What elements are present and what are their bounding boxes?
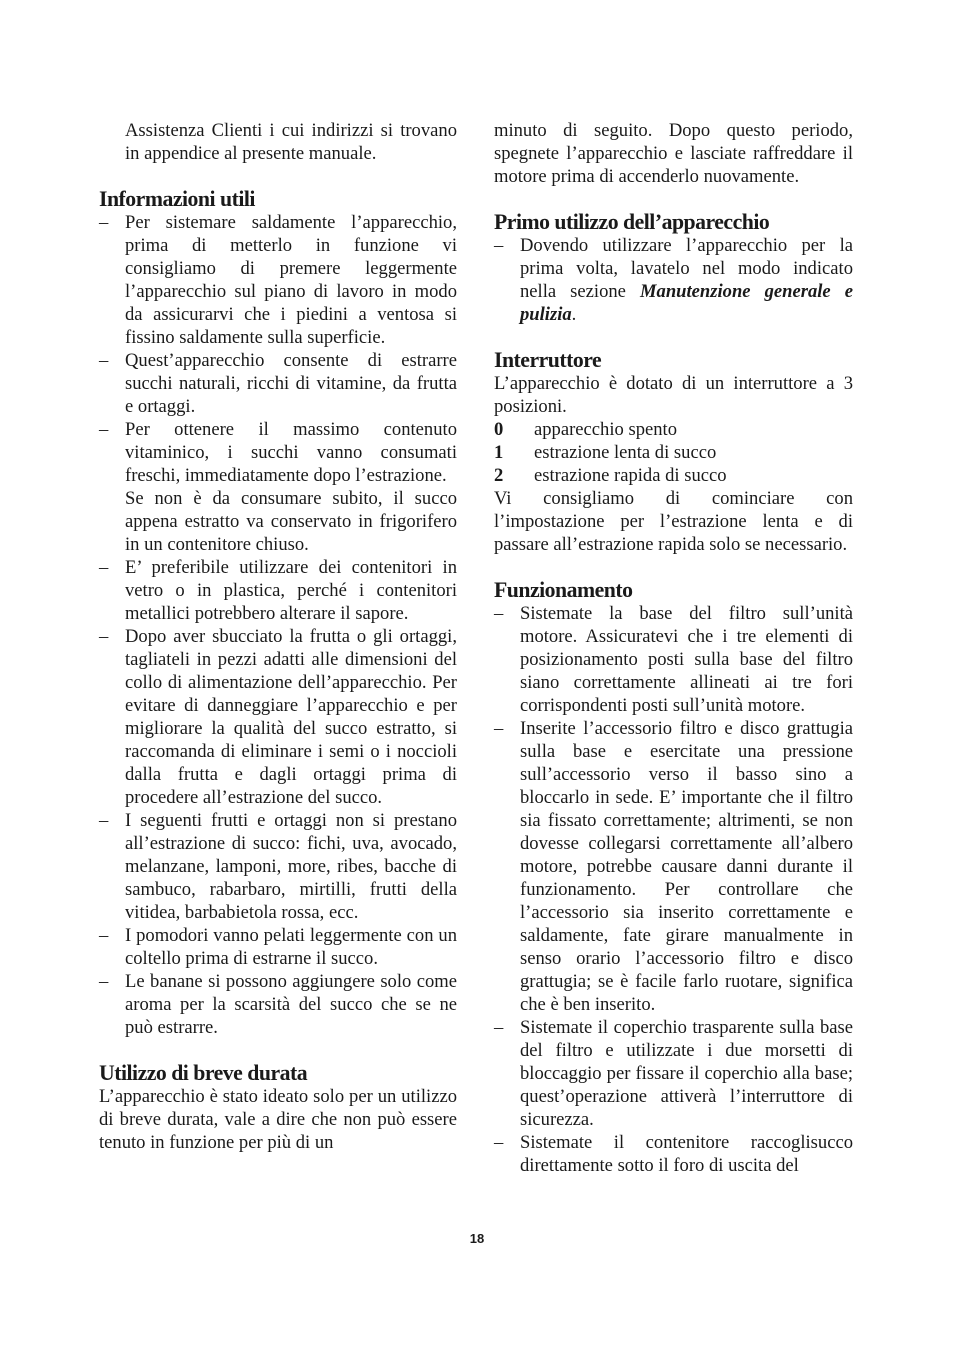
list-item: – Per sistemare saldamente l’apparecchio, prima di metterlo in funzione vi consigliamo di premere leggermente l’apparecchio sul piano di lavoro in modo da assicurarvi che i piedini a ventosa si fissino saldamente sulla superficie. bbox=[99, 212, 457, 348]
list-item: – Dovendo utilizzare l’apparecchio per la prima volta, lavatelo nel modo indicato nella sezione Manutenzione generale e pulizia. bbox=[494, 235, 853, 325]
dash-marker: – bbox=[99, 925, 109, 946]
dash-marker: – bbox=[99, 212, 109, 233]
dash-marker: – bbox=[494, 1132, 504, 1153]
list-item: – Sistemate il coperchio trasparente sulla base del filtro e utilizzate i due morsetti di bloccaggio per fissare il coperchio alla base; quest’operazione attiverà l’interruttore di sicurezza. bbox=[494, 1017, 853, 1130]
intro-paragraph: Assistenza Clienti i cui indirizzi si trovano in appendice al presente manuale. bbox=[125, 120, 457, 164]
position-label: estrazione rapida di succo bbox=[534, 465, 727, 486]
position-number: 2 bbox=[494, 465, 504, 486]
switch-paragraph: L’apparecchio è dotato di un interruttore a 3 posizioni. bbox=[494, 373, 853, 417]
dash-marker: – bbox=[99, 626, 109, 647]
switch-position-row bbox=[494, 418, 853, 441]
dash-marker: – bbox=[494, 1017, 504, 1038]
dash-marker: – bbox=[494, 603, 504, 624]
list-item-continuation: Se non è da consumare subito, il succo appena estratto va conservato in frigorifero in un contenitore chiuso. bbox=[125, 488, 457, 555]
section-heading-utilizzo-breve-durata: Utilizzo di breve durata bbox=[99, 1061, 308, 1085]
first-use-list bbox=[494, 234, 853, 326]
list-item: – E’ preferibile utilizzare dei contenitori in vetro o in plastica, perché i contenitori metallici potrebbero alterare il sapore. bbox=[99, 557, 457, 624]
short-use-paragraph: L’apparecchio è stato ideato solo per un utilizzo di breve durata, vale a dire che non può essere tenuto in funzione per più di un bbox=[99, 1086, 457, 1153]
position-label: estrazione lenta di succo bbox=[534, 442, 717, 463]
position-label: apparecchio spento bbox=[534, 419, 678, 440]
dash-marker: – bbox=[494, 718, 504, 739]
switch-position-row bbox=[494, 464, 853, 487]
left-column bbox=[99, 119, 457, 1154]
dash-marker: – bbox=[99, 350, 109, 371]
right-column bbox=[494, 119, 853, 1177]
list-item: – I seguenti frutti e ortaggi non si prestano all’estrazione di succo: fichi, uva, avocado, melanzane, lamponi, more, ribes, bacche di sambuco, rabarbaro, mirtilli, frutti della vitidea, barbabietola rossa, ecc. bbox=[99, 810, 457, 923]
page-number: 18 bbox=[469, 1231, 485, 1246]
switch-positions-list bbox=[494, 418, 853, 487]
dash-marker: – bbox=[494, 235, 504, 256]
list-item: – Sistemate il contenitore raccoglisucco direttamente sotto il foro di uscita del bbox=[494, 1132, 853, 1176]
switch-position-row bbox=[494, 441, 853, 464]
list-item: – Quest’apparecchio consente di estrarre succhi naturali, ricchi di vitamine, da frutta e ortaggi. bbox=[99, 350, 457, 417]
dash-marker: – bbox=[99, 810, 109, 831]
position-number: 1 bbox=[494, 442, 504, 463]
section-heading-interruttore: Interruttore bbox=[494, 348, 602, 372]
position-number: 0 bbox=[494, 419, 504, 440]
section-heading-primo-utilizzo: Primo utilizzo dell’apparecchio bbox=[494, 210, 770, 234]
list-item: – Per ottenere il massimo contenuto vitaminico, i succhi vanno consumati freschi, immediatamente dopo l’estrazione. Se non è da consumare subito, il succo appena estratto va conservato in frigorifero in un contenitore chiuso. bbox=[99, 419, 457, 555]
continued-paragraph: minuto di seguito. Dopo questo periodo, spegnete l’apparecchio e lasciate raffreddare il motore prima di accenderlo nuovamente. bbox=[494, 120, 853, 187]
list-item: – Le banane si possono aggiungere solo come aroma per la scarsità del succo che se ne può estrarre. bbox=[99, 971, 457, 1038]
switch-advice-paragraph: Vi consigliamo di cominciare con l’impostazione per l’estrazione lenta e di passare all’estrazione rapida solo se necessario. bbox=[494, 488, 853, 555]
section-heading-funzionamento: Funzionamento bbox=[494, 578, 633, 602]
dash-marker: – bbox=[99, 971, 109, 992]
list-item: – Inserite l’accessorio filtro e disco grattugia sulla base e esercitate una pressione sull’accessorio verso il basso sino a bloccarlo in sede. E’ importante che il filtro sia fissato correttamente; altrimenti, se non dovesse collegarsi correttamente all’albero motore, potrebbe causare danni durante il funzionamento. Per controllare che l’accessorio sia inserito correttamente e saldamente, fate girare manualmente in senso orario l’accessorio filtro e disco grattugia; se è facile farlo ruotare, significa che è ben inserito. bbox=[494, 718, 853, 1015]
dash-marker: – bbox=[99, 557, 109, 578]
section-heading-informazioni-utili: Informazioni utili bbox=[99, 187, 255, 211]
list-item: – Sistemate la base del filtro sull’unità motore. Assicuratevi che i tre elementi di posizionamento posti sulla base del filtro siano correttamente allineati ai tre fori corrispondenti posti sull’unità motore. bbox=[494, 603, 853, 716]
section-reference: Manutenzione generale e pulizia bbox=[520, 281, 853, 325]
dash-marker: – bbox=[99, 419, 109, 440]
operation-list bbox=[494, 602, 853, 1177]
useful-info-list bbox=[99, 211, 457, 1039]
list-item: – I pomodori vanno pelati leggermente con un coltello prima di estrarne il succo. bbox=[99, 925, 457, 969]
list-item: – Dopo aver sbucciato la frutta o gli ortaggi, tagliateli in pezzi adatti alle dimensioni del collo di alimentazione dell’apparecchio. Per evitare di danneggiare l’apparecchio e per migliorare la qualità del succo estratto, si raccomanda di eliminare i semi o i noccioli dalla frutta e dagli ortaggi prima di procedere all’estrazione del succo. bbox=[99, 626, 457, 808]
